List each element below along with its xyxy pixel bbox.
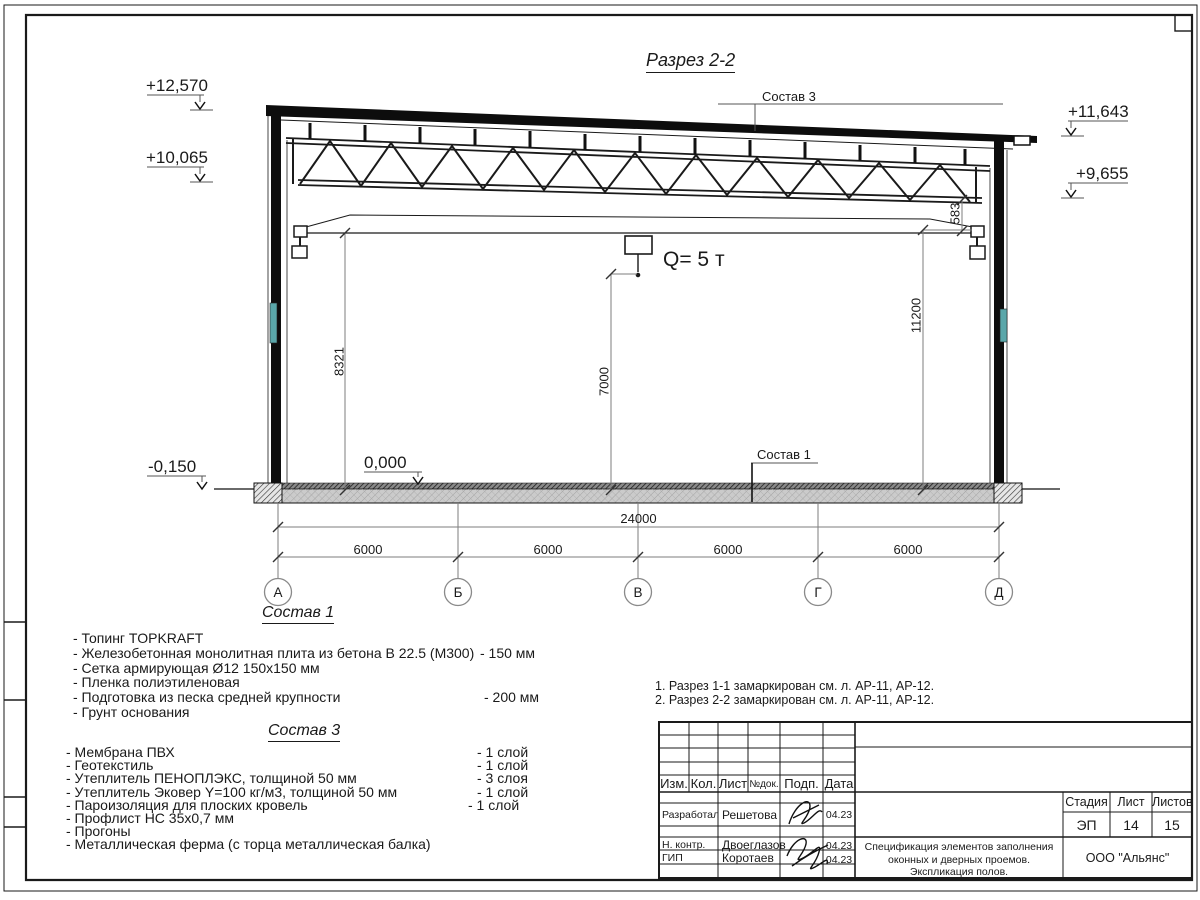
sostav1-heading: Состав 1 [262,604,334,624]
axis-label-v: В [633,585,643,600]
crane-hoist [625,236,652,277]
dim-8321: 8321 [331,347,347,376]
crane-capacity-label: Q= 5 т [663,248,725,271]
axis-label-b: Б [453,585,463,600]
roof-truss [286,138,990,203]
tb-name-developer: Решетова [722,808,778,822]
section-structure [214,105,1060,503]
list-item: - Геотекстиль - 1 слой [66,757,529,774]
elevation-mid-right: +9,655 [1076,164,1129,183]
elevation-mid-left: +10,065 [146,148,208,167]
dim-583: 583 [947,202,963,225]
tb-sheets-total: 15 [1164,817,1180,833]
dim-7000: 7000 [596,367,612,396]
window-left [270,303,277,343]
sostav3-list [66,744,626,853]
tb-header-kol: Кол. [690,776,717,791]
sostav1-list [73,630,633,719]
note-1: 1. Разрез 1-1 замаркирован см. л. АР-11, АР-12. [655,679,935,693]
column-left [271,107,281,490]
tb-date-developer: 04.23 [825,809,853,821]
elevation-top-left: +12,570 [146,76,208,95]
tb-sheet-number: 14 [1123,817,1139,833]
tb-header-list: Лист [718,776,748,791]
list-item: - Пароизоляция для плоских кровель - 1 слой [66,796,520,813]
corner-doc-box [1175,15,1192,31]
list-item: - Пленка полиэтиленовая [73,674,240,691]
callout-floor: Состав 1 [757,447,811,462]
tb-doc-title: Спецификация элементов заполнения оконных и дверных проемов. Экспликация полов. [864,841,1054,878]
tb-header-data: Дата [824,776,854,791]
tb-date-ncontrol: 04.23 [825,840,853,852]
tb-sheets-label: Листов [1152,795,1193,809]
elevation-marks [147,95,1128,489]
tb-role-developer: Разработал [662,809,720,821]
list-item: - Утеплитель ПЕНОПЛЭКС, толщиной 50 мм - 3 слоя [66,770,528,787]
list-item: - Подготовка из песка средней крупности - 200 мм [73,689,540,706]
axis-label-d: Д [994,585,1004,600]
dim-bay-2: 6000 [533,542,563,557]
axis-label-g: Г [814,585,822,600]
window-right [1000,309,1007,342]
tb-stage-label: Стадия [1065,795,1108,809]
list-item: - Топинг TOPKRAFT [73,630,204,646]
list-item: - Грунт основания [73,703,190,720]
tb-header-podp: Подп. [784,776,819,791]
list-item: - Профлист НС 35х0,7 мм [66,809,234,826]
list-item: - Мембрана ПВХ - 1 слой [66,744,529,760]
dim-11200: 11200 [908,297,924,334]
dim-bay-4: 6000 [893,542,923,557]
note-2: 2. Разрез 2-2 замаркирован см. л. АР-11, АР-12. [655,693,935,707]
list-item: - Железобетонная монолитная плита из бетона В 22.5 (М300) - 150 мм [73,644,536,661]
sostav3-heading: Состав 3 [268,722,340,742]
tb-name-ncontrol: Двоеглазов [722,838,786,852]
dim-24000: 24000 [620,511,657,526]
tb-name-gip: Коротаев [722,851,774,865]
list-item: - Сетка армирующая Ø12 150х150 мм [73,659,320,676]
list-item: - Утеплитель Эковер Y=100 кг/м3, толщиной 50 мм - 1 слой [66,783,529,800]
tb-header-izm: Изм. [660,776,688,791]
tb-sheet-label: Лист [1117,795,1145,809]
tb-role-gip: ГИП [662,852,683,864]
list-item: - Металлическая ферма (с торца металлическая балка) [66,836,431,853]
dim-bay-3: 6000 [713,542,743,557]
drawing-title: Разрез 2-2 [646,50,735,73]
list-item: - Прогоны [66,823,131,840]
tb-header-ndok: №док. [749,779,779,790]
tb-stage-value: ЭП [1076,817,1097,833]
roof-edge-cap [1014,136,1030,145]
elevation-floor-zero: 0,000 [364,453,407,472]
elevation-top-right: +11,643 [1068,102,1129,121]
callout-roof: Состав 3 [762,89,816,104]
axis-label-a: А [273,585,283,600]
tb-date-gip: 04.23 [825,854,853,866]
elevation-ground: -0,150 [148,457,197,476]
floor-slab [214,483,1060,503]
signature-scribbles [787,802,828,869]
tb-role-ncontrol: Н. контр. [662,839,706,851]
tb-company: ООО "Альянс" [1085,851,1170,865]
dim-bay-1: 6000 [353,542,383,557]
